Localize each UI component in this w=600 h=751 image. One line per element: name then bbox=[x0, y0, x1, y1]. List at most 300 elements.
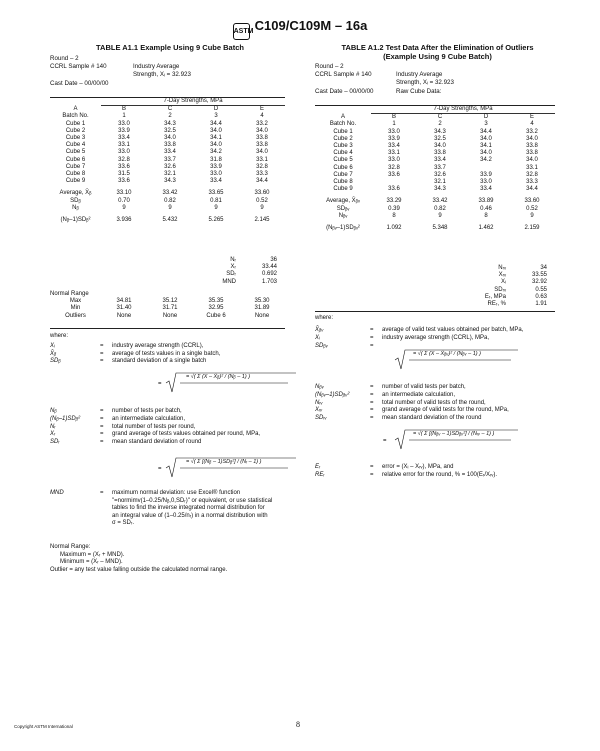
stats-row-cell: 33.60 bbox=[254, 190, 270, 197]
table-row-cell: 33.4 bbox=[434, 157, 446, 164]
mnd-text-line: an integral value of (1–0.25/nᵣ) in a normal distribution with bbox=[112, 512, 268, 519]
def-symbol: Xᵣ bbox=[50, 431, 56, 438]
table-row-cell: 34.0 bbox=[256, 127, 268, 134]
table-row-cell: 33.2 bbox=[526, 128, 538, 135]
table-row-cell: 34.0 bbox=[480, 135, 492, 142]
def-symbol: Nᵦᵥ bbox=[315, 384, 324, 390]
svg-text:=: = bbox=[158, 381, 162, 387]
batch-cell: 3 bbox=[484, 121, 488, 128]
def-text: grand average of valid tests for the round, MPa, bbox=[382, 407, 509, 414]
def-equals: = bbox=[370, 391, 374, 398]
table1-title: TABLE A1.1 Example Using 9 Cube Batch bbox=[96, 43, 244, 52]
def-equals: = bbox=[370, 415, 374, 422]
formula-sd-batch bbox=[158, 371, 298, 395]
table-row-cell: Cube 9 bbox=[333, 186, 353, 193]
def-text: standard deviation of a single batch bbox=[112, 358, 207, 365]
table-row-cell: 33.0 bbox=[210, 171, 222, 178]
def-equals: = bbox=[100, 350, 104, 357]
def-symbol: SDᵣᵥ bbox=[315, 415, 327, 422]
range-row-cell: 35.30 bbox=[254, 298, 270, 305]
table2-title-line2: (Example Using 9 Cube Batch) bbox=[383, 52, 492, 61]
def-symbol: (Nᵦᵥ–1)SDᵦᵥ² bbox=[315, 391, 350, 398]
def-equals: = bbox=[370, 464, 374, 470]
table-row-cell: 34.1 bbox=[210, 135, 222, 142]
table-row-cell bbox=[371, 179, 417, 186]
nsd-cell: 5.432 bbox=[162, 217, 178, 224]
batch-cell: 1 bbox=[392, 121, 396, 128]
table-row-cell: 33.8 bbox=[434, 150, 446, 157]
table-row-cell: Cube 7 bbox=[65, 163, 86, 170]
def-text: average of tests values in a single batch, bbox=[112, 350, 221, 357]
stats-row-cell: 33.42 bbox=[432, 198, 448, 205]
range-row-cell: 34.81 bbox=[116, 298, 132, 305]
table2-col-letters bbox=[315, 114, 555, 122]
table-row-cell bbox=[463, 165, 509, 172]
stats-row-cell: 8 bbox=[484, 212, 488, 219]
stats-row-cell: 0.52 bbox=[526, 205, 538, 212]
range-row-cell: None bbox=[254, 312, 270, 319]
table-row-cell: Cube 3 bbox=[65, 135, 86, 142]
table-row-cell: Cube 2 bbox=[65, 127, 86, 134]
col-a: A bbox=[340, 113, 345, 120]
col-c: C bbox=[167, 106, 173, 113]
table-row-cell: 33.0 bbox=[388, 157, 400, 164]
table-row-cell: 32.1 bbox=[164, 171, 176, 178]
summary-row bbox=[468, 294, 555, 301]
normal-range-line: Maximum = (Xᵣ + MND). bbox=[60, 551, 125, 558]
range-row-cell: 31.40 bbox=[116, 305, 132, 312]
table-row-cell: Cube 1 bbox=[333, 128, 353, 135]
table-row-cell: 33.4 bbox=[480, 186, 492, 193]
table1-industry-strength: Strength, Xᵢ = 32.923 bbox=[133, 71, 191, 78]
nsd-label: (Nᵦᵥ–1)SDᵦᵥ² bbox=[326, 225, 360, 232]
def-text: grand average of tests values obtained per round, MPa, bbox=[112, 431, 261, 438]
summary-row bbox=[468, 272, 555, 279]
table1-industry-avg: Industry Average bbox=[133, 63, 180, 70]
stats-row-cell: 33.60 bbox=[524, 198, 540, 205]
nsd-cell: 5.348 bbox=[432, 225, 448, 232]
def-symbol: Xᵣᵥ bbox=[315, 407, 323, 414]
def-symbol: Eᵣ bbox=[315, 464, 321, 470]
table-row-cell: 32.8 bbox=[118, 156, 130, 163]
table-row-cell: 31.5 bbox=[118, 171, 130, 178]
nsd-cell: 1.092 bbox=[386, 225, 402, 232]
summary-row-cell: 33.44 bbox=[261, 264, 277, 271]
where-label: where: bbox=[50, 333, 69, 339]
def-symbol: Xᵢ bbox=[315, 335, 320, 341]
table-row-cell: 34.4 bbox=[526, 186, 538, 193]
table-row-cell: 33.2 bbox=[256, 120, 268, 127]
stats-row bbox=[315, 213, 555, 220]
def-symbol: X̄ᵦᵥ bbox=[315, 327, 324, 333]
table2-title-line1: TABLE A1.2 Test Data After the Elimination of Outliers bbox=[341, 43, 534, 52]
table-row bbox=[50, 142, 285, 149]
def-text: total number of valid tests of the round, bbox=[382, 399, 486, 406]
def-equals: = bbox=[370, 335, 374, 341]
table2-bottom-rule bbox=[315, 311, 555, 312]
table1-round: Round – 2 bbox=[50, 55, 79, 62]
stats-row-cell: 0.52 bbox=[256, 197, 268, 204]
def-symbol: X̄ᵦ bbox=[50, 350, 57, 357]
stats-row-cell: 0.46 bbox=[480, 205, 492, 212]
table-row-cell: 34.0 bbox=[164, 135, 176, 142]
range-row-cell: 31.71 bbox=[162, 305, 178, 312]
table-row-cell: 33.4 bbox=[164, 149, 176, 156]
table-row-cell: 31.8 bbox=[210, 156, 222, 163]
table-row-cell: 32.1 bbox=[434, 179, 446, 186]
table-row-cell: 33.0 bbox=[118, 120, 130, 127]
document-title: C109/C109M – 16a bbox=[254, 18, 368, 33]
summary-row-cell: MND bbox=[222, 278, 236, 285]
nsd-cell: 2.159 bbox=[524, 225, 540, 232]
table-row-cell: 32.8 bbox=[526, 171, 538, 178]
def-text: industry average strength (CCRL), MPa, bbox=[382, 335, 490, 341]
table-row bbox=[50, 135, 285, 142]
stats-row-cell: 9 bbox=[214, 204, 218, 211]
def-text: error = (Xᵢ – Xᵣᵥ), MPa, and bbox=[382, 464, 454, 470]
table2-group-header: 7-Day Strengths, MPa bbox=[371, 106, 555, 114]
stats-row-cell: 9 bbox=[438, 212, 442, 219]
table-row-cell: 33.9 bbox=[118, 127, 130, 134]
table-row-cell: 32.5 bbox=[434, 135, 446, 142]
def-equals: = bbox=[370, 399, 374, 406]
table-row bbox=[315, 165, 555, 172]
table-row-cell: 34.4 bbox=[256, 178, 268, 185]
def-equals: = bbox=[370, 343, 374, 349]
table-row-cell: 34.3 bbox=[434, 186, 446, 193]
table-row-cell: 34.3 bbox=[164, 178, 176, 185]
table-row-cell: 32.8 bbox=[256, 163, 268, 170]
page-number: 8 bbox=[296, 720, 300, 729]
stats-row-cell: Average, X̄ᵦᵥ bbox=[326, 198, 360, 205]
table-row-cell: 33.3 bbox=[526, 179, 538, 186]
mnd-text-line: "=normimv(1–0.25/Nᵦ,0,SDᵣ)" or equivalent, or use statistical bbox=[112, 497, 273, 504]
summary-row-cell: 34 bbox=[540, 265, 547, 271]
col-b: B bbox=[121, 106, 126, 113]
stats-row bbox=[50, 190, 285, 197]
normal-range-heading: Normal Range bbox=[50, 291, 89, 297]
range-row-cell: 35.35 bbox=[208, 298, 224, 305]
def-equals: = bbox=[370, 384, 374, 390]
formula-sd-round bbox=[158, 456, 298, 480]
table-row bbox=[315, 143, 555, 150]
stats-row bbox=[50, 205, 285, 212]
nsd-label: (Nᵦ–1)SDᵦ² bbox=[60, 217, 91, 224]
table-row-cell: Cube 5 bbox=[65, 149, 86, 156]
table-row-cell: 33.1 bbox=[388, 150, 400, 157]
formula-sd-valid-round bbox=[383, 428, 533, 452]
summary-row-cell: SDᵣᵥ bbox=[494, 286, 506, 293]
batch-cell: 2 bbox=[168, 113, 172, 120]
def-text: relative error for the round, % = 100(Eᵣ/Xᵣᵥ). bbox=[382, 472, 498, 478]
table1-range bbox=[50, 291, 285, 320]
page-header bbox=[0, 18, 600, 40]
def-text: average of valid test values obtained per batch, MPa, bbox=[382, 327, 524, 333]
table-row-cell: 33.8 bbox=[256, 142, 268, 149]
stats-row-cell: 0.39 bbox=[388, 205, 400, 212]
table-row-cell: 33.4 bbox=[388, 143, 400, 150]
def-symbol: Nᵣ bbox=[50, 423, 56, 430]
table-row bbox=[50, 149, 285, 156]
stats-row-cell: 9 bbox=[122, 204, 126, 211]
table-row bbox=[50, 121, 285, 128]
range-row-cell: None bbox=[116, 312, 132, 319]
summary-row bbox=[200, 264, 285, 271]
table-row-cell: 33.7 bbox=[434, 164, 446, 171]
table1-definitions bbox=[50, 333, 300, 593]
table1-bottom-rule bbox=[50, 328, 285, 329]
table2-nsd-row bbox=[315, 225, 555, 232]
mnd-symbol: MND bbox=[50, 490, 64, 496]
stats-row-cell: 33.89 bbox=[478, 198, 494, 205]
def-text: mean standard deviation of the round bbox=[382, 415, 482, 422]
summary-row bbox=[200, 279, 285, 286]
table-row-cell: 33.1 bbox=[526, 164, 538, 171]
nsd-cell: 3.936 bbox=[116, 217, 132, 224]
table-row-cell: Cube 2 bbox=[333, 135, 353, 142]
summary-row-cell: 1.91 bbox=[535, 301, 547, 308]
table-row-cell: 34.4 bbox=[480, 128, 492, 135]
table-row-cell: 34.0 bbox=[256, 149, 268, 156]
def-text: total number of tests per round, bbox=[112, 423, 196, 430]
def-text: mean standard deviation of round bbox=[112, 439, 202, 446]
stats-row-cell: 0.81 bbox=[210, 197, 222, 204]
stats-row-cell: 0.82 bbox=[434, 205, 446, 212]
def-equals: = bbox=[100, 439, 104, 446]
table1 bbox=[50, 98, 285, 224]
table-row-cell: 34.2 bbox=[480, 157, 492, 164]
batch-cell: 4 bbox=[260, 113, 264, 120]
table2 bbox=[315, 106, 555, 232]
mnd-text-line: tables to find the inverse integrated normal distribution for bbox=[112, 505, 265, 512]
def-equals: = bbox=[370, 327, 374, 333]
table2-sample: CCRL Sample # 140 bbox=[315, 71, 372, 78]
stats-row-cell: 33.65 bbox=[208, 190, 224, 197]
table1-group-header: 7-Day Strengths, MPa bbox=[101, 98, 285, 106]
summary-row-cell: 0.55 bbox=[535, 286, 547, 293]
def-symbol: Nᵣᵥ bbox=[315, 399, 323, 406]
table-row-cell: 33.9 bbox=[388, 135, 400, 142]
table-row-cell: 34.4 bbox=[210, 120, 222, 127]
range-row bbox=[50, 313, 285, 320]
def-equals: = bbox=[100, 343, 104, 349]
summary-row bbox=[468, 287, 555, 294]
table-row-cell: 33.8 bbox=[164, 142, 176, 149]
table-row-cell: Cube 6 bbox=[333, 164, 353, 171]
batch-cell: 4 bbox=[530, 121, 534, 128]
table-row-cell: 34.3 bbox=[164, 120, 176, 127]
stats-row-cell: 9 bbox=[168, 204, 172, 211]
table-row bbox=[50, 157, 285, 164]
table-row bbox=[50, 171, 285, 178]
def-symbol: (Nᵦ–1)SDᵦ² bbox=[50, 415, 81, 422]
def-symbol: REᵣ bbox=[315, 472, 325, 478]
table2-cast-date: Cast Date – 00/00/00 bbox=[315, 88, 374, 95]
stats-row-cell: 33.10 bbox=[116, 190, 132, 197]
table-row-cell: 34.3 bbox=[434, 128, 446, 135]
range-row-cell: Outliers bbox=[65, 312, 86, 319]
table-row bbox=[315, 157, 555, 164]
table-row-cell: Cube 3 bbox=[333, 143, 353, 150]
def-equals: = bbox=[100, 358, 104, 365]
def-text: industry average strength (CCRL), bbox=[112, 343, 204, 349]
col-d: D bbox=[483, 114, 489, 121]
col-e: E bbox=[530, 114, 535, 121]
table2-batch-row bbox=[315, 121, 555, 128]
formula-sd-round-text: = √( Σ [(Nᵦ – 1)SDᵦ²] / (Nᵣ – 1) ) bbox=[186, 459, 262, 465]
table2-title bbox=[320, 43, 555, 61]
table-row-cell: 34.0 bbox=[210, 127, 222, 134]
stats-row bbox=[315, 206, 555, 213]
summary-row bbox=[200, 271, 285, 278]
table2-industry-avg: Industry Average bbox=[396, 71, 443, 78]
col-d: D bbox=[213, 106, 219, 113]
astm-logo-icon: ASTM bbox=[233, 23, 250, 40]
col-a: A bbox=[73, 105, 78, 112]
table-row-cell: 33.8 bbox=[526, 150, 538, 157]
summary-row-cell: 36 bbox=[270, 257, 277, 263]
summary-row-cell: Xᵣ bbox=[230, 264, 236, 271]
table-row-cell: 34.0 bbox=[526, 135, 538, 142]
table-row-cell: 34.0 bbox=[480, 150, 492, 157]
range-row-cell: Min bbox=[70, 305, 81, 312]
summary-row bbox=[468, 279, 555, 286]
table-row bbox=[315, 136, 555, 143]
summary-row-cell: 1.703 bbox=[261, 278, 277, 285]
def-text: an intermediate calculation, bbox=[382, 391, 456, 398]
where-label: where: bbox=[315, 315, 334, 321]
nsd-cell: 1.462 bbox=[478, 225, 494, 232]
stats-row-cell: 9 bbox=[260, 204, 264, 211]
table-row-cell: 33.8 bbox=[256, 135, 268, 142]
col-c: C bbox=[437, 114, 443, 121]
table-row bbox=[315, 186, 555, 193]
table-row-cell: 33.7 bbox=[164, 156, 176, 163]
nsd-cell: 5.265 bbox=[208, 217, 224, 224]
table-row-cell: Cube 7 bbox=[333, 171, 353, 178]
table-row-cell: 33.0 bbox=[480, 179, 492, 186]
def-symbol: Xᵢ bbox=[50, 343, 55, 349]
stats-row-cell: Average, X̄ᵦ bbox=[59, 190, 92, 197]
table-row-cell: 33.0 bbox=[118, 149, 130, 156]
mnd-equals: = bbox=[100, 490, 104, 496]
table-row bbox=[315, 172, 555, 179]
table-row-cell: 33.4 bbox=[118, 135, 130, 142]
table1-batch-row bbox=[50, 113, 285, 120]
mnd-text-line: σ = SDᵣ. bbox=[112, 520, 134, 527]
table-row-cell: 33.9 bbox=[480, 171, 492, 178]
table-row bbox=[315, 129, 555, 136]
table-row-cell: 33.8 bbox=[526, 143, 538, 150]
table-row-cell: 32.6 bbox=[434, 171, 446, 178]
mnd-text-line: maximum normal deviation: use Excel® function bbox=[112, 490, 241, 496]
table-row-cell: Cube 5 bbox=[333, 157, 353, 164]
stats-row-cell: SDᵦ bbox=[70, 197, 81, 204]
table2-raw-data: Raw Cube Data: bbox=[396, 88, 442, 95]
range-row-cell: 32.95 bbox=[208, 305, 224, 312]
batch-cell: 1 bbox=[122, 113, 126, 120]
def-equals: = bbox=[100, 415, 104, 422]
summary-row-cell: Eᵣ, MPa bbox=[484, 293, 506, 300]
def-symbol: SDᵣ bbox=[50, 439, 60, 446]
table1-col-letters bbox=[50, 106, 285, 114]
summary-row-cell: Xᵣᵥ bbox=[498, 272, 506, 279]
batch-label: Batch No. bbox=[329, 121, 357, 128]
table-row-cell: 33.6 bbox=[118, 163, 130, 170]
summary-row-cell: 33.55 bbox=[531, 272, 547, 279]
stats-row-cell: 33.29 bbox=[386, 198, 402, 205]
summary-row-cell: 0.692 bbox=[261, 271, 277, 278]
table-row bbox=[315, 150, 555, 157]
stats-row-cell: Nᵦᵥ bbox=[338, 212, 348, 219]
table1-sample: CCRL Sample # 140 bbox=[50, 63, 107, 70]
table-row-cell: 33.6 bbox=[388, 186, 400, 193]
table-row-cell: 32.6 bbox=[164, 163, 176, 170]
col-b: B bbox=[391, 114, 396, 121]
col-e: E bbox=[260, 106, 265, 113]
batch-cell: 3 bbox=[214, 113, 218, 120]
range-row-cell: Cube 6 bbox=[206, 312, 226, 319]
table-row-cell: 32.5 bbox=[164, 127, 176, 134]
summary-row bbox=[468, 301, 555, 308]
summary-row-cell: Nᵣ bbox=[230, 257, 236, 263]
table-row-cell: 33.0 bbox=[388, 128, 400, 135]
stats-row bbox=[315, 198, 555, 205]
def-equals: = bbox=[370, 407, 374, 414]
formula-sd-batch-text: = √( Σ (X – X̄ᵦ)² / (Nᵦ – 1) ) bbox=[186, 374, 251, 380]
stats-row-cell: 9 bbox=[530, 212, 534, 219]
stats-row-cell: SDᵦᵥ bbox=[336, 205, 350, 212]
summary-row-cell: REᵣ, % bbox=[487, 301, 506, 308]
range-row-cell: 35.12 bbox=[162, 298, 178, 305]
batch-label: Batch No. bbox=[62, 113, 89, 120]
range-row-cell: None bbox=[162, 312, 178, 319]
summary-row bbox=[200, 257, 285, 264]
def-text: an intermediate calculation, bbox=[112, 415, 186, 422]
normal-range-line: Outlier = any test value falling outside the calculated normal range. bbox=[50, 566, 228, 573]
table-row-cell: 33.6 bbox=[388, 171, 400, 178]
def-equals: = bbox=[100, 423, 104, 430]
table-row-cell: Cube 6 bbox=[65, 156, 86, 163]
def-symbol: SDᵦ bbox=[50, 358, 61, 365]
formula-sd-valid-batch bbox=[393, 348, 533, 372]
table-row-cell: 34.2 bbox=[210, 149, 222, 156]
table-row-cell: Cube 9 bbox=[65, 178, 86, 185]
table-row-cell: 34.1 bbox=[480, 143, 492, 150]
table2-definitions bbox=[315, 315, 565, 495]
summary-row-cell: SDᵣ bbox=[226, 271, 236, 278]
table-row-cell: Cube 8 bbox=[65, 171, 86, 178]
stats-row-cell: Nᵦ bbox=[72, 204, 79, 211]
table-row-cell: 33.6 bbox=[118, 178, 130, 185]
table-row-cell: 33.1 bbox=[118, 142, 130, 149]
table-row-cell: Cube 4 bbox=[333, 150, 353, 157]
range-row bbox=[50, 298, 285, 305]
summary-row-cell: Nᵣᵥ bbox=[498, 265, 506, 271]
table-row bbox=[50, 178, 285, 185]
nsd-cell: 2.145 bbox=[254, 217, 270, 224]
table1-summary bbox=[200, 257, 285, 286]
copyright: Copyright ASTM International bbox=[14, 724, 73, 729]
def-equals: = bbox=[370, 472, 374, 478]
table-row-cell: 34.0 bbox=[434, 143, 446, 150]
table-row-cell: Cube 8 bbox=[333, 179, 353, 186]
range-row-cell: 31.89 bbox=[254, 305, 270, 312]
table-row-cell: 34.0 bbox=[526, 157, 538, 164]
normal-range-line: Minimum = (Xᵣ – MND). bbox=[60, 559, 123, 566]
def-symbol: SDᵦᵥ bbox=[315, 343, 328, 349]
def-text: number of valid tests per batch, bbox=[382, 384, 466, 390]
